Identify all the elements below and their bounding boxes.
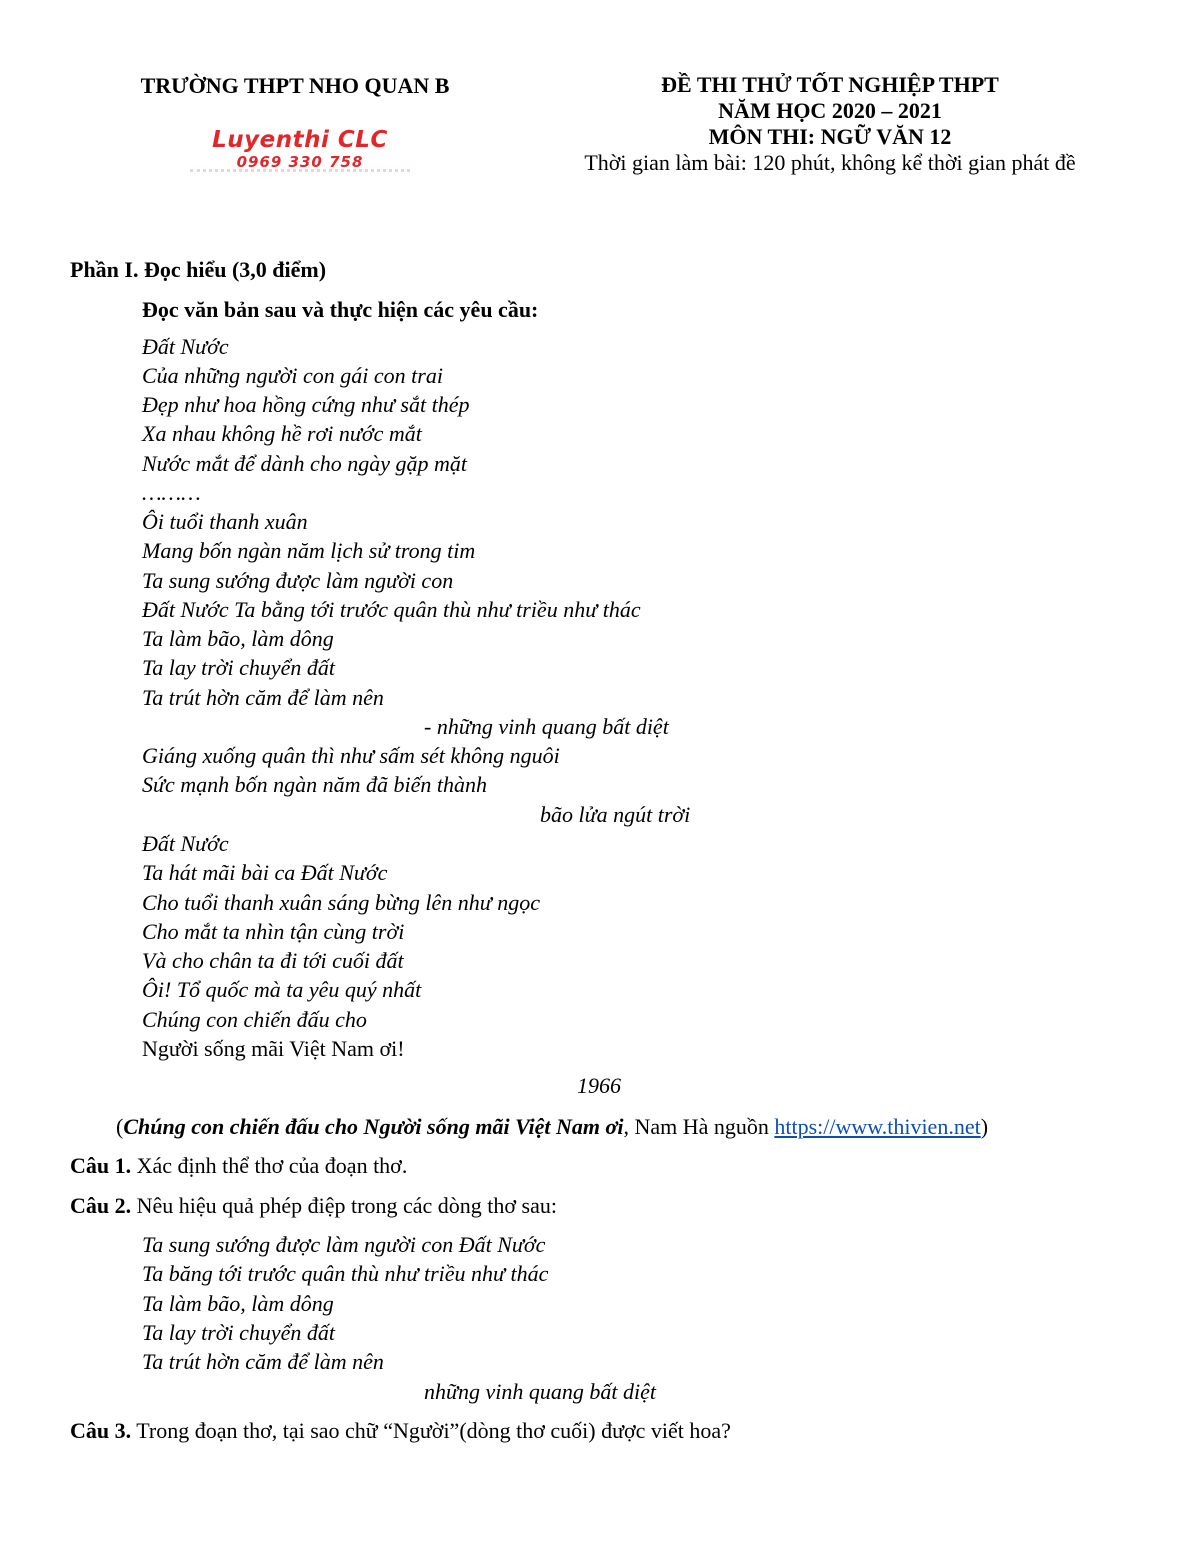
question-2-text: Nêu hiệu quả phép điệp trong các dòng thơ sau:: [131, 1193, 557, 1218]
poem-line: Của những người con gái con trai: [142, 363, 443, 388]
logo-title: Luyenthi CLC: [212, 127, 388, 153]
time-limit: Thời gian làm bài: 120 phút, không kể thời gian phát đề: [584, 150, 1076, 175]
question-3-text: Trong đoạn thơ, tại sao chữ “Người”(dòng thơ cuối) được viết hoa?: [131, 1418, 731, 1443]
poem-line: Cho mắt ta nhìn tận cùng trời: [142, 919, 405, 944]
school-year: NĂM HỌC 2020 – 2021: [718, 98, 942, 123]
poem-source: [116, 1113, 988, 1141]
poem-line: Cho tuổi thanh xuân sáng bừng lên như ngọc: [142, 890, 540, 915]
question-1-text: Xác định thể thơ của đoạn thơ.: [131, 1153, 408, 1178]
poem-line: Đất Nước: [142, 334, 229, 359]
poem-line: Ôi! Tổ quốc mà ta yêu quý nhất: [142, 977, 422, 1002]
poem-line: Ta lay trời chuyển đất: [142, 655, 336, 680]
quote-line: Ta sung sướng được làm người con Đất Nước: [142, 1232, 546, 1257]
exam-title: ĐỀ THI THỬ TỐT NGHIỆP THPT: [661, 72, 999, 97]
luyenthi-logo: [185, 127, 415, 179]
poem-line-indented: - những vinh quang bất diệt: [424, 714, 669, 739]
subject: MÔN THI: NGỮ VĂN 12: [708, 124, 952, 149]
logo-phone: 0969 330 758: [236, 153, 364, 171]
question-1-label: Câu 1.: [70, 1153, 132, 1178]
poem-line: Đất Nước Ta bằng tới trước quân thù như triều như thác: [142, 597, 641, 622]
question-2-label: Câu 2.: [70, 1193, 132, 1218]
poem-line: Sức mạnh bốn ngàn năm đã biến thành: [142, 772, 488, 797]
exam-header: [530, 72, 1130, 176]
quote-line: Ta trút hờn căm để làm nên: [142, 1349, 384, 1374]
quote-line: Ta làm bão, làm dông: [142, 1291, 334, 1316]
poem-line: Chúng con chiến đấu cho: [142, 1007, 367, 1032]
source-open: (: [116, 1114, 124, 1139]
poem-line: Ôi tuổi thanh xuân: [142, 509, 308, 534]
poem-ellipsis: ………: [142, 480, 201, 505]
quote-line: Ta băng tới trước quân thù như triều như thác: [142, 1261, 549, 1286]
poem-line: Nước mắt để dành cho ngày gặp mặt: [142, 451, 467, 476]
poem-line: Ta sung sướng được làm người con: [142, 568, 454, 593]
poem-line-final: Người sống mãi Việt Nam ơi!: [142, 1036, 405, 1061]
source-link[interactable]: https://www.thivien.net: [774, 1114, 981, 1139]
question-1: [70, 1152, 407, 1180]
poem-line: Đất Nước: [142, 831, 229, 856]
poem-line: Ta làm bão, làm dông: [142, 626, 334, 651]
logo-decoration: [190, 169, 410, 176]
source-author: , Nam Hà nguồn: [623, 1114, 775, 1139]
poem-year: 1966: [577, 1073, 621, 1098]
quote-line-indented: những vinh quang bất diệt: [424, 1379, 656, 1404]
school-name: TRƯỜNG THPT NHO QUAN B: [140, 73, 450, 98]
poem-line: Giáng xuống quân thì như sấm sét không nguôi: [142, 743, 560, 768]
poem-line: Và cho chân ta đi tới cuối đất: [142, 948, 404, 973]
poem-line: Đẹp như hoa hồng cứng như sắt thép: [142, 392, 470, 417]
source-title: Chúng con chiến đấu cho Người sống mãi Việt Nam ơi: [123, 1114, 624, 1139]
poem-line: Mang bốn ngàn năm lịch sử trong tim: [142, 538, 476, 563]
quote-line: Ta lay trời chuyển đất: [142, 1320, 336, 1345]
poem-line: Ta trút hờn căm để làm nên: [142, 685, 384, 710]
source-close: ): [980, 1114, 989, 1139]
question-2: [70, 1192, 557, 1220]
poem-line: Xa nhau không hề rơi nước mắt: [142, 421, 422, 446]
poem-line-indented: bão lửa ngút trời: [540, 802, 691, 827]
reading-instruction: Đọc văn bản sau và thực hiện các yêu cầu:: [142, 297, 539, 322]
question-3: [70, 1417, 731, 1445]
poem-line: Ta hát mãi bài ca Đất Nước: [142, 860, 388, 885]
question-3-label: Câu 3.: [70, 1418, 132, 1443]
section-title: Phần I. Đọc hiểu (3,0 điểm): [70, 257, 327, 282]
